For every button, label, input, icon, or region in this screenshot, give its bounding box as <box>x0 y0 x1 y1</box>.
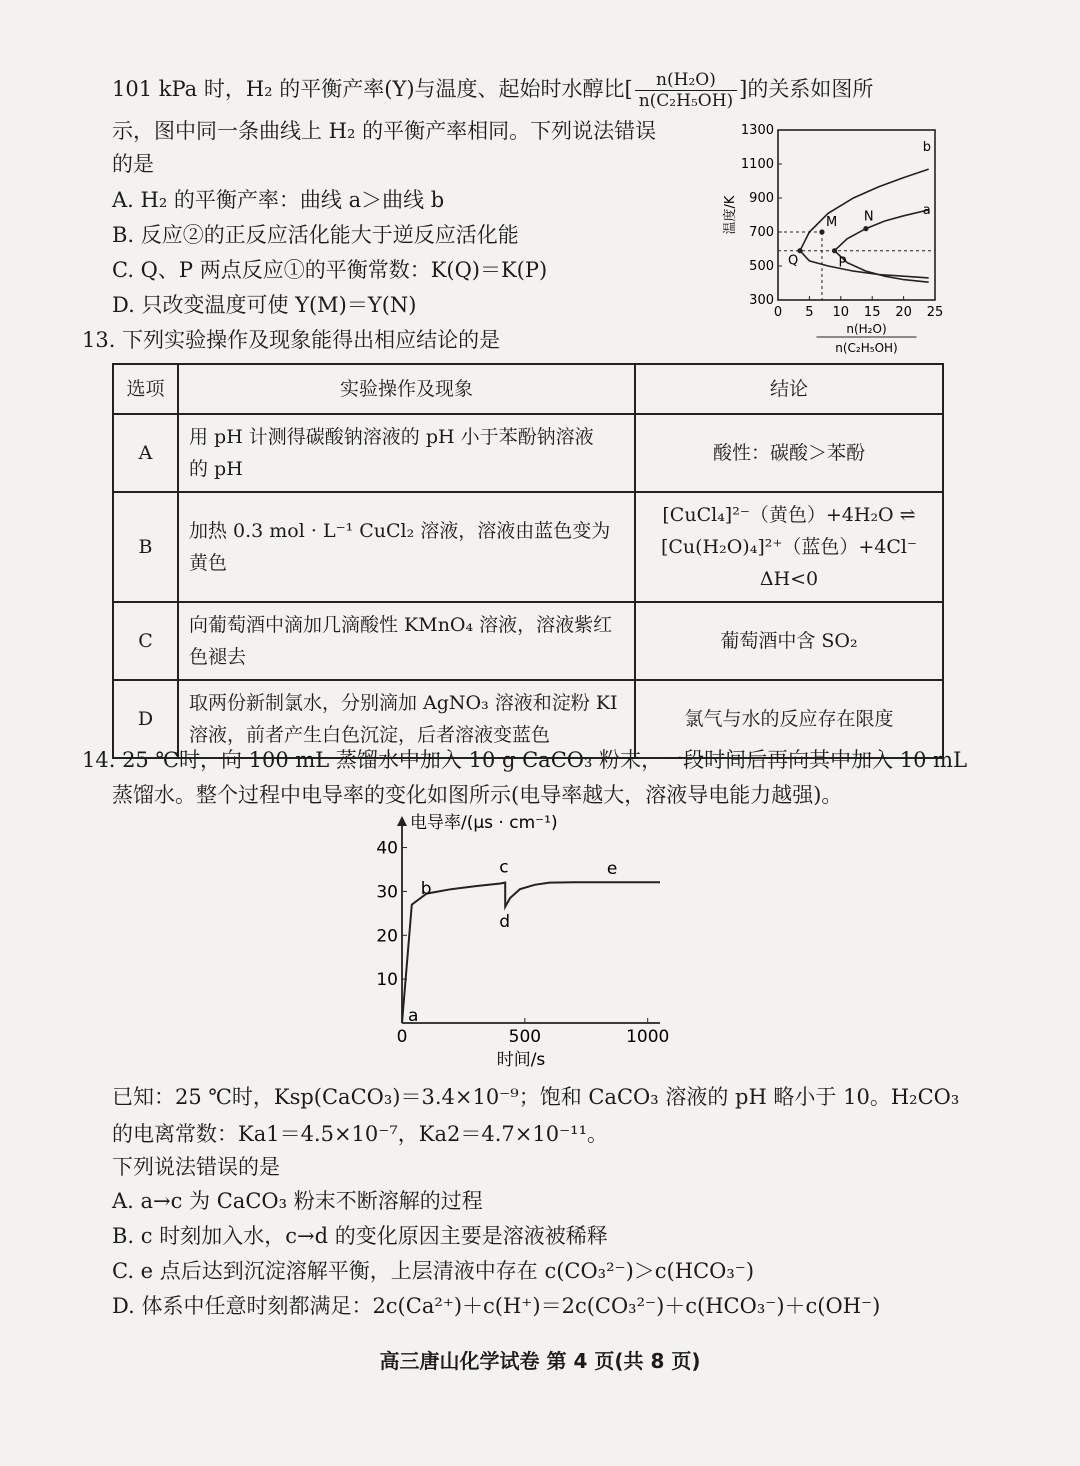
q14-known1: 已知：25 ℃时，Ksp(CaCO₃)＝3.4×10⁻⁹；饱和 CaCO₃ 溶液的 pH 略小于 10。H₂CO₃ <box>112 1085 960 1109</box>
q14-ask: 下列说法错误的是 <box>112 1155 280 1179</box>
point-M <box>819 229 824 234</box>
table-row <box>113 414 943 492</box>
q12-option-d: D. 只改变温度可使 Y(M)＝Y(N) <box>112 293 417 317</box>
operation-line: 溶液，前者产生白色沉淀，后者溶液变蓝色 <box>189 724 551 746</box>
operation-line: 用 pH 计测得碳酸钠溶液的 pH 小于苯酚钠溶液 <box>189 426 594 448</box>
y-axis-label: 温度/K <box>723 195 738 235</box>
x-tick-label: 0 <box>773 305 783 320</box>
q13-stem: 13. 下列实验操作及现象能得出相应结论的是 <box>82 328 501 352</box>
header-conclusion: 结论 <box>635 364 943 414</box>
conclusion-line: [Cu(H₂O)₄]²⁺（蓝色）+4Cl⁻ <box>660 536 918 558</box>
q12-line1-end: ]的关系如图所 <box>739 77 874 101</box>
curve-a <box>835 210 929 251</box>
conclusion-line: [CuCl₄]²⁻（黄色）+4H₂O ⇌ <box>662 504 916 526</box>
operation-line: 黄色 <box>189 552 228 574</box>
x-axis-label-denominator: n(C₂H₅OH) <box>835 341 898 355</box>
point-label-e: e <box>606 859 618 880</box>
point-P <box>832 248 837 253</box>
q12-line3: 的是 <box>112 152 154 176</box>
q12-option-a: A. H₂ 的平衡产率：曲线 a＞曲线 b <box>112 188 445 212</box>
plot-frame <box>778 130 935 300</box>
x-tick-label: 15 <box>863 305 881 320</box>
page-footer: 高三唐山化学试卷 第 4 页(共 8 页) <box>379 1349 701 1373</box>
row-operation <box>178 492 635 602</box>
operation-line: 加热 0.3 mol · L⁻¹ CuCl₂ 溶液，溶液由蓝色变为 <box>189 520 611 542</box>
operation-line: 取两份新制氯水，分别滴加 AgNO₃ 溶液和淀粉 KI <box>189 692 618 714</box>
row-conclusion: 氯气与水的反应存在限度 <box>635 680 943 758</box>
table-header-row <box>113 364 943 414</box>
point-label-d: d <box>499 911 510 932</box>
point-label-a: a <box>408 1006 419 1026</box>
q12-line1 <box>112 70 873 111</box>
q14-known2: 的电离常数：Ka1＝4.5×10⁻⁷，Ka2＝4.7×10⁻¹¹。 <box>112 1122 608 1146</box>
q14-option-c: C. e 点后达到沉淀溶解平衡，上层清液中存在 c(CO₃²⁻)＞c(HCO₃⁻) <box>112 1259 755 1283</box>
ratio-denominator: n(C₂H₅OH) <box>638 91 734 111</box>
water-alcohol-ratio <box>635 70 737 111</box>
point-label-c: c <box>499 857 509 878</box>
row-operation <box>178 414 635 492</box>
q12-option-b: B. 反应②的正反应活化能大于逆反应活化能 <box>112 223 519 247</box>
y-tick-label: 700 <box>749 225 774 240</box>
row-conclusion: 葡萄酒中含 SO₂ <box>635 602 943 680</box>
q13-table <box>112 363 944 759</box>
q12-line1-start: 101 kPa 时，H₂ 的平衡产率(Y)与温度、起始时水醇比[ <box>112 77 633 101</box>
operation-line: 的 pH <box>189 458 243 480</box>
y-tick-label: 30 <box>376 882 398 903</box>
row-option-b: B <box>113 492 178 602</box>
row-option-a: A <box>113 414 178 492</box>
q14-line2: 蒸馏水。整个过程中电导率的变化如图所示(电导率越大，溶液导电能力越强)。 <box>112 783 843 807</box>
y-tick-label: 40 <box>376 838 398 859</box>
ratio-numerator: n(H₂O) <box>635 70 737 91</box>
point-label-N: N <box>863 209 874 225</box>
table-row <box>113 492 943 602</box>
y-tick-label: 500 <box>749 259 774 274</box>
y-axis-label: 电导率/(μs · cm⁻¹) <box>410 813 558 833</box>
x-tick-label: 5 <box>805 305 814 320</box>
table-row <box>113 602 943 680</box>
operation-line: 色褪去 <box>189 646 247 668</box>
x-axis-label: 时间/s <box>496 1050 546 1070</box>
y-tick-label: 20 <box>376 926 398 947</box>
q12-option-c: C. Q、P 两点反应①的平衡常数：K(Q)＝K(P) <box>112 258 548 282</box>
q14-chart <box>360 808 690 1076</box>
point-N <box>863 226 868 231</box>
x-tick-label: 10 <box>832 305 850 320</box>
row-conclusion: 酸性：碳酸＞苯酚 <box>635 414 943 492</box>
x-axis-label-numerator: n(H₂O) <box>846 322 887 336</box>
y-tick-label: 10 <box>376 970 398 991</box>
row-option-d: D <box>113 680 178 758</box>
x-tick-label: 1000 <box>626 1027 670 1047</box>
header-operation: 实验操作及现象 <box>178 364 635 414</box>
y-axis-arrow <box>397 816 407 826</box>
q12-line2: 示，图中同一条曲线上 H₂ 的平衡产率相同。下列说法错误 <box>112 119 657 143</box>
y-tick-label: 300 <box>749 293 774 308</box>
row-conclusion <box>635 492 943 602</box>
q14-line1: 14. 25 ℃时，向 100 mL 蒸馏水中加入 10 g CaCO₃ 粉末，一段时间后再向其中加入 10 mL <box>82 748 968 772</box>
point-Q <box>797 248 802 253</box>
y-tick-label: 1100 <box>740 157 774 172</box>
y-tick-label: 1300 <box>740 123 774 138</box>
row-operation <box>178 602 635 680</box>
q12-chart <box>720 110 960 365</box>
q14-option-a: A. a→c 为 CaCO₃ 粉末不断溶解的过程 <box>112 1189 483 1213</box>
x-tick-label: 20 <box>895 305 912 320</box>
conclusion-line: ΔH<0 <box>759 568 819 590</box>
point-label-M: M <box>825 215 838 230</box>
x-tick-label: 25 <box>926 305 944 320</box>
point-label-P: P <box>838 255 847 271</box>
conductivity-curve <box>402 882 660 1023</box>
curve-label-a: a <box>922 202 931 218</box>
point-label-b: b <box>420 878 432 899</box>
q14-option-b: B. c 时刻加入水，c→d 的变化原因主要是溶液被稀释 <box>112 1224 608 1248</box>
row-option-c: C <box>113 602 178 680</box>
point-label-Q: Q <box>787 253 799 269</box>
y-tick-label: 900 <box>749 191 774 206</box>
curve-b-lower <box>800 251 929 278</box>
q14-option-d: D. 体系中任意时刻都满足：2c(Ca²⁺)＋c(H⁺)＝2c(CO₃²⁻)＋c(HCO₃⁻)＋c(OH⁻) <box>112 1294 881 1318</box>
header-option: 选项 <box>113 364 178 414</box>
operation-line: 向葡萄酒中滴加几滴酸性 KMnO₄ 溶液，溶液紫红 <box>189 614 613 636</box>
x-tick-label: 500 <box>508 1027 542 1047</box>
curve-label-b: b <box>922 140 931 156</box>
x-tick-label: 0 <box>396 1027 408 1047</box>
